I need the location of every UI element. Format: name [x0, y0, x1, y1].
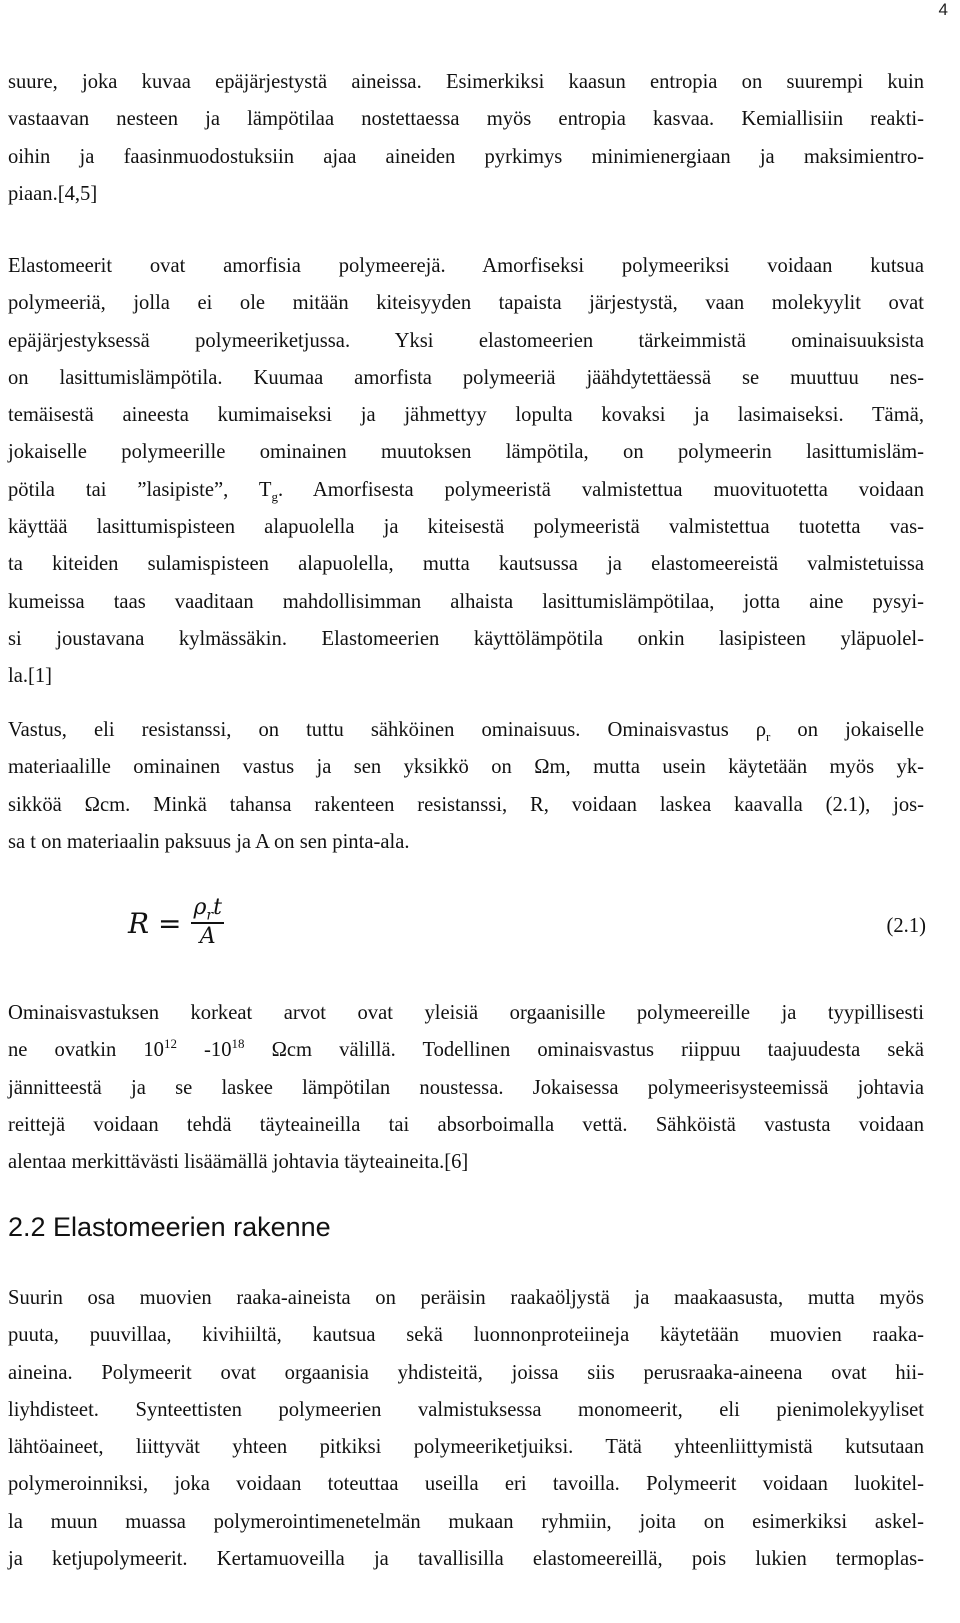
- equation-lhs: R =: [128, 906, 182, 940]
- text-line: reittejä voidaan tehdä täyteaineilla tai absorboimalla vettä. Sähköistä vastusta voidaan: [8, 1113, 924, 1136]
- text-segment: on jokaiselle: [770, 719, 924, 741]
- text-line: ja ketjupolymeerit. Kertamuoveilla ja tavallisilla elastomeereillä, pois lukien termoplas-: [8, 1548, 924, 1571]
- equation-numerator-subscript: r: [206, 907, 214, 924]
- equation-fraction: [191, 896, 223, 950]
- equation-denominator: A: [199, 924, 216, 949]
- text-line: kumeissa taas vaaditaan mahdollisimman alhaista lasittumislämpötilaa, jotta aine pysyi-: [8, 590, 924, 613]
- text-line: sa t on materiaalin paksuus ja A on sen pinta-ala.: [8, 830, 410, 853]
- text-segment: . Amorfisesta polymeeristä valmistettua muovituotetta voidaan: [277, 478, 924, 501]
- text-line: piaan.[4,5]: [8, 182, 98, 205]
- text-line: käyttää lasittumispisteen alapuolella ja kiteisestä polymeeristä valmistettua tuotetta vas-: [8, 516, 924, 539]
- text-line: jännitteestä ja se laskee lämpötilan noustessa. Jokaisessa polymeerisysteemissä johtavia: [8, 1076, 924, 1099]
- text-line: sikköä Ωcm. Minkä tahansa rakenteen resistanssi, R, voidaan laskea kaavalla (2.1), jos-: [8, 793, 924, 816]
- equation-resistance: [128, 896, 224, 950]
- text-line: epäjärjestyksessä polymeeriketjussa. Yksi elastomeerien tärkeimmistä ominaisuuksista: [8, 329, 924, 352]
- text-line: Suurin osa muovien raaka-aineista on peräisin raakaöljystä ja maakaasusta, mutta myös: [8, 1287, 924, 1309]
- text-segment: ne ovatkin 10: [8, 1039, 164, 1062]
- text-line: on lasittumislämpötila. Kuumaa amorfista polymeeriä jäähdytettäessä se muuttuu nes-: [8, 366, 924, 389]
- text-line: la.[1]: [8, 665, 53, 688]
- rho-symbol: ρ: [193, 895, 207, 920]
- text-line: oihin ja faasinmuodostuksiin ajaa aineiden pyrkimys minimienergiaan ja maksimientro-: [8, 145, 924, 168]
- paragraph-elastomers: [8, 248, 924, 696]
- text-segment: pötila tai ”lasipiste”, T: [8, 478, 272, 501]
- text-segment: Vastus, eli resistanssi, on tuttu sähköinen ominaisuus. Ominaisvastus ρ: [8, 719, 767, 741]
- page-number: 4: [938, 0, 948, 19]
- paragraph-resistance: [8, 712, 924, 861]
- text-line: lähtöaineet, liittyvät yhteen pitkiksi polymeeriketjuiksi. Tätä yhteenliittymistä kutsutaan: [8, 1436, 924, 1459]
- subscript-r: r: [766, 729, 771, 745]
- paragraph-raw-materials: [8, 1280, 924, 1578]
- text-line: temäisestä aineesta kumimaiseksi ja jähmettyy lopulta kovaksi ja lasimaiseksi. Tämä,: [8, 404, 924, 427]
- text-line: polymeroinniksi, joka voidaan toteuttaa useilla eri tavoilla. Polymeerit voidaan luokitel-: [8, 1473, 924, 1496]
- text-segment: -10: [176, 1039, 232, 1062]
- equation-number: (2.1): [886, 915, 926, 937]
- text-line: Ominaisvastuksen korkeat arvot ovat yleisiä orgaanisille polymeereille ja tyypillisesti: [8, 1002, 924, 1024]
- text-line-exponents: [8, 1032, 924, 1069]
- text-line: Elastomeerit ovat amorfisia polymeerejä. Amorfiseksi polymeeriksi voidaan kutsua: [8, 255, 924, 277]
- text-line-rho: [8, 712, 924, 749]
- text-line: si joustavana kylmässäkin. Elastomeerien käyttölämpötila onkin lasipisteen yläpuolel-: [8, 627, 924, 650]
- text-line: puuta, puuvillaa, kivihiiltä, kautsua sekä luonnonproteiineja käytetään muovien raaka-: [8, 1324, 924, 1347]
- superscript-12: 12: [163, 1036, 177, 1052]
- text-line: alentaa merkittävästi lisäämällä johtavia täyteaineita.[6]: [8, 1151, 469, 1174]
- text-line: aineina. Polymeerit ovat orgaanisia yhdisteitä, joissa siis perusraaka-aineena ovat hii-: [8, 1361, 924, 1384]
- text-line: la muun muassa polymerointimenetelmän mukaan ryhmiin, joita on esimerkiksi askel-: [8, 1510, 924, 1533]
- text-line: vastaavan nesteen ja lämpötilaa nostettaessa myös entropia kasvaa. Kemiallisiin reakti-: [8, 108, 924, 131]
- text-line: materiaalille ominainen vastus ja sen yksikkö on Ωm, mutta usein käytetään myös yk-: [8, 756, 924, 779]
- text-line-tg: [8, 472, 924, 509]
- text-line: polymeeriä, jolla ei ole mitään kiteisyyden tapaista järjestystä, vaan molekyylit ovat: [8, 292, 924, 315]
- section-heading: 2.2 Elastomeerien rakenne: [8, 1212, 331, 1242]
- text-line: ta kiteiden sulamispisteen alapuolella, mutta kautsussa ja elastomeereistä valmistetuissa: [8, 553, 924, 576]
- text-line: jokaiselle polymeerille ominainen muutoksen lämpötila, on polymeerin lasittumisläm-: [8, 441, 924, 464]
- text-segment: Ωcm välillä. Todellinen ominaisvastus riippuu taajuudesta sekä: [244, 1039, 924, 1062]
- text-line: liyhdisteet. Synteettisten polymeerien valmistuksessa monomeerit, eli pienimolekyyliset: [8, 1398, 924, 1421]
- paragraph-resistivity-values: [8, 995, 924, 1181]
- equation-numerator: [191, 896, 223, 924]
- paragraph-entropy: [8, 64, 924, 213]
- equation-numerator-t: t: [213, 895, 222, 920]
- superscript-18: 18: [231, 1036, 245, 1052]
- text-line: suure, joka kuvaa epäjärjestystä aineissa. Esimerkiksi kaasun entropia on suurempi kuin: [8, 71, 924, 93]
- subscript-g: g: [271, 488, 278, 504]
